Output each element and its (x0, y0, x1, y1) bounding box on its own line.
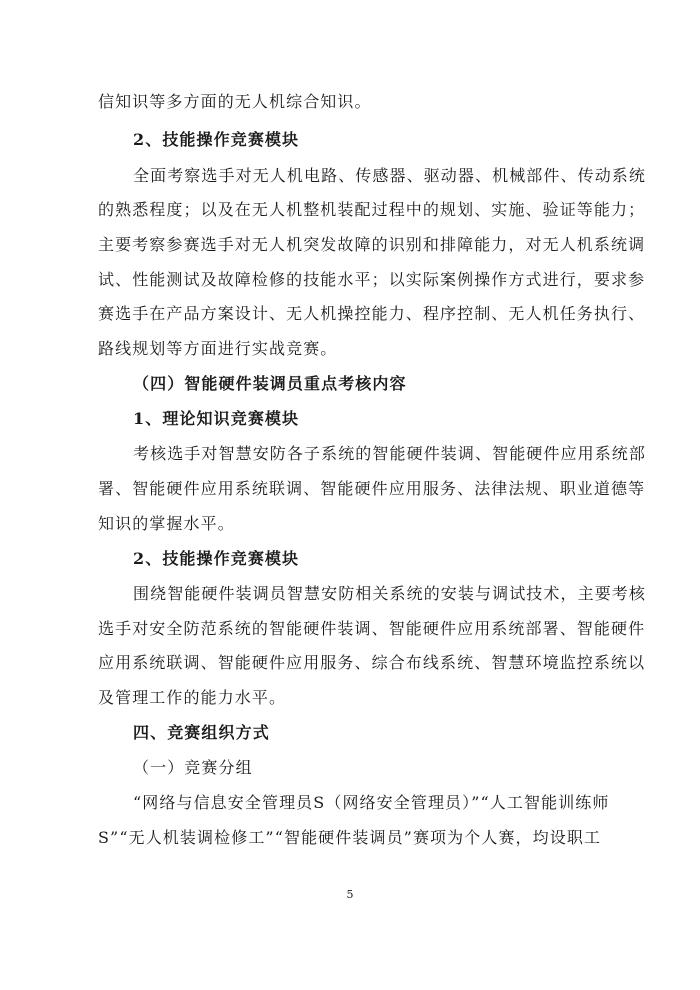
text-line: 路线规划等方面进行实战竞赛。 (98, 339, 338, 358)
text-line: 试、性能测试及故障检修的技能水平；以实际案例操作方式进行，要求参 (98, 270, 646, 289)
text-line: 全面考察选手对无人机电路、传感器、驱动器、机械部件、传动系统 (133, 166, 647, 185)
text-line: S”“无人机装调检修工”“智能硬件装调员”赛项为个人赛，均设职工 (98, 828, 602, 847)
subheading: 2、技能操作竞赛模块 (133, 549, 300, 568)
text-line: 信知识等多方面的无人机综合知识。 (98, 92, 372, 111)
text-line: 及管理工作的能力水平。 (98, 688, 287, 707)
subheading: 1、理论知识竞赛模块 (133, 409, 300, 428)
section-heading: （四）智能硬件装调员重点考核内容 (133, 374, 407, 393)
text-line: 主要考察参赛选手对无人机突发故障的识别和排障能力，对无人机系统调 (98, 235, 646, 254)
text-line: 署、智能硬件应用系统联调、智能硬件应用服务、法律法规、职业道德等 (98, 479, 646, 498)
page-number: 5 (346, 888, 354, 901)
text-line: 考核选手对智慧安防各子系统的智能硬件装调、智能硬件应用系统部 (133, 444, 647, 463)
text-line: 选手对安全防范系统的智能硬件装调、智能硬件应用系统部署、智能硬件 (98, 619, 646, 638)
text-line: “网络与信息安全管理员S（网络安全管理员）”“人工智能训练师 (133, 793, 610, 812)
text-line: 应用系统联调、智能硬件应用服务、综合布线系统、智慧环境监控系统以 (98, 653, 646, 672)
section-heading: 四、竞赛组织方式 (133, 723, 270, 742)
section-heading: （一）竞赛分组 (133, 758, 253, 777)
subheading: 2、技能操作竞赛模块 (133, 130, 300, 149)
text-line: 知识的掌握水平。 (98, 514, 235, 533)
text-line: 的熟悉程度；以及在无人机整机装配过程中的规划、实施、验证等能力； (98, 200, 646, 219)
text-line: 赛选手在产品方案设计、无人机操控能力、程序控制、无人机任务执行、 (98, 304, 646, 323)
text-line: 围绕智能硬件装调员智慧安防相关系统的安装与调试技术，主要考核 (133, 584, 647, 603)
